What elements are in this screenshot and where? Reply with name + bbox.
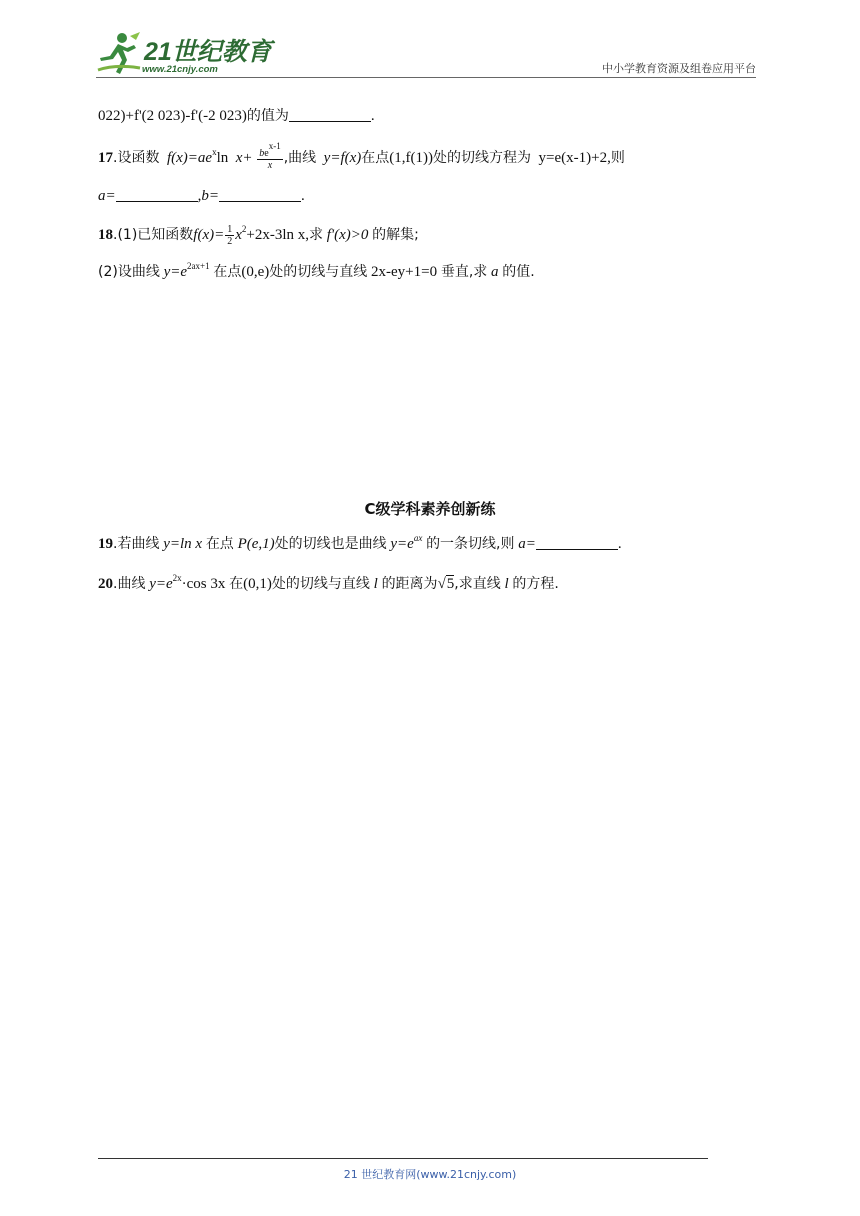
q17-end: . [301,188,305,204]
q17-mid1: ,曲线 [283,149,317,166]
question-20 [98,574,559,594]
q18-part2-var: a [491,264,499,280]
q18-part1-lead: .(1)已知函数 [113,226,194,243]
answer-blank-a [116,187,198,202]
q17-ln: ln [216,149,229,166]
q17-mid3: 处的切线方程为 [433,149,532,166]
q19-lead: .若曲线 [113,536,160,552]
q17-x-plus: x+ [235,149,253,166]
q19-mid3: 的一条切线,则 [426,536,515,552]
frac-num-exp: x-1 [268,141,281,151]
frac-num-b: b [259,148,265,159]
frac-num-e: e [264,148,269,159]
q17-point: (1,f(1)) [389,149,434,166]
header-divider [96,77,756,78]
q19-point: P(e,1) [237,536,275,552]
q18-part2-point: (0,e) [241,264,270,280]
answer-blank [289,107,371,122]
q18-part2-curve: y=e [163,264,188,280]
q18-rest: +2x-3ln x, [246,226,310,243]
question-17 [98,141,625,171]
header-slogan: 中小学教育资源及组卷应用平台 [602,62,756,75]
q18-part2-mid2: 处的切线与直线 [269,264,368,280]
section-title: C级学科素养创新练 [364,500,496,518]
q20-lead: .曲线 [113,576,146,592]
q20-number: 20 [98,576,113,592]
footer-divider [98,1158,708,1159]
frac-num: 1 [227,224,233,235]
q20-curve-rest: ·cos 3x [181,576,226,592]
q20-curve: y=e [149,576,173,592]
q16-expression: 022)+f'(2 023)-f'(-2 023) [98,108,247,124]
q18-sq: 2 [241,223,247,234]
q19-curve1: y=ln x [163,536,203,552]
q20-mid1: 在 [229,576,244,592]
question-17-answers [98,186,305,206]
q18-part1-end: 的解集; [372,226,419,243]
question-18-part-2 [98,262,535,282]
q20-mid2: 处的切线与直线 [271,576,370,592]
q18-fraction [225,224,234,247]
q17-then: 则 [610,149,625,166]
question-18-part-1 [98,224,419,247]
q18-ask: 求 [309,226,324,243]
logo-brand-text: 21世纪教育 [144,38,272,66]
frac-den: x [267,160,273,171]
q18-part2-end2: 的值. [502,264,535,280]
question-16-continuation [98,106,375,126]
q19-a-label: a= [518,536,536,552]
q17-b-label: b= [201,188,219,204]
q18-part2-lead: (2)设曲线 [98,264,160,280]
q17-a-label: a= [98,188,116,204]
q17-fraction [257,141,282,171]
q17-comma: , [197,188,202,204]
q17-number: 17 [98,149,113,166]
sqrt-expression [438,574,455,594]
q20-line-var: l [373,576,378,592]
q18-part2-end: 垂直,求 [440,264,488,280]
q18-cond: f'(x)>0 [326,226,369,243]
q18-x: x [235,226,242,243]
runner-logo-icon [96,30,144,78]
footer-text: 21 世纪教育网(www.21cnjy.com) [343,1168,517,1181]
q18-part2-line: 2x-ey+1=0 [371,264,438,280]
q19-number: 19 [98,536,113,552]
q20-end: 的方程. [512,576,559,592]
site-logo [96,30,272,80]
logo-url-text: www.21cnjy.com [142,64,218,75]
q18-part2-exp: 2ax+1 [187,261,210,271]
q16-text: 的值为 [246,108,289,124]
q17-func: f(x)=ae [166,149,213,166]
sqrt-symbol: √ [437,576,446,592]
sqrt-radicand: 5 [446,576,455,592]
question-19 [98,534,622,554]
q19-exp: ax [413,533,423,543]
q20-point: (0,1) [243,576,272,592]
q18-number: 18 [98,226,113,243]
q19-end: . [617,536,622,552]
q17-curve: y=f(x) [323,149,362,166]
q19-mid1: 在点 [205,536,234,552]
q20-mid4: ,求直线 [454,576,501,592]
frac-den: 2 [227,236,233,247]
answer-blank [536,535,618,550]
q18-func: f(x)= [193,226,225,243]
q20-mid3: 的距离为 [381,576,438,592]
q17-exp-x: x [212,146,217,157]
q16-end: . [370,108,375,124]
q20-exp: 2x [172,573,182,583]
q17-lead: .设函数 [113,149,160,166]
q19-curve2: y=e [390,536,414,552]
q17-tangent: y=e(x-1)+2, [538,149,611,166]
q18-part2-mid: 在点 [213,264,242,280]
q17-mid2: 在点 [361,149,390,166]
answer-blank-b [219,187,301,202]
q19-mid2: 处的切线也是曲线 [274,536,387,552]
q20-line-var2: l [504,576,509,592]
